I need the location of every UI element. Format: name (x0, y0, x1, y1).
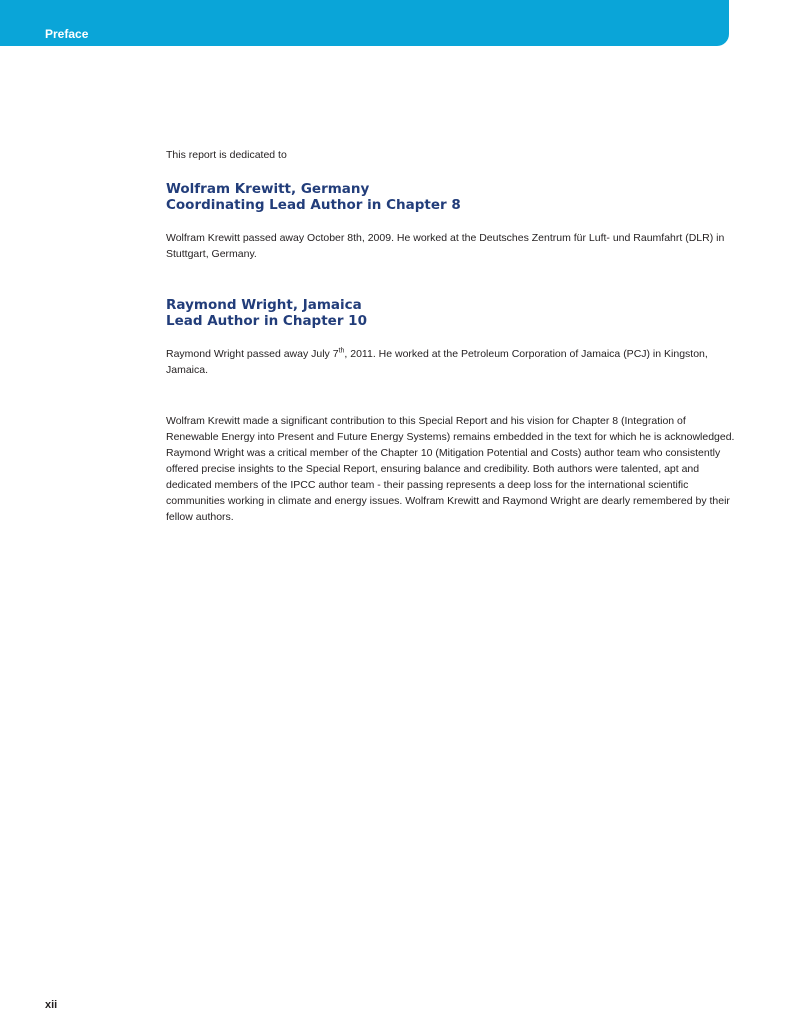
closing-paragraph: Wolfram Krewitt made a significant contribution to this Special Report and his vision for Chapter 8 (Integration of Renewable Energy into Present and Future Energy Systems) remains embedded in the text for which he is acknowledged. Raymond Wright was a critical member of the Chapter 10 (Mitigation Potential and Costs) author team who consistently offered precise insights to the Special Report, ensuring balance and credibility. Both authors were talented, apt and dedicated members of the IPCC author team - their passing represents a deep loss for the international scientific communities working in climate and energy issues. Wolfram Krewitt and Raymond Wright are dearly remembered by their fellow authors. (166, 415, 735, 523)
person-role-heading: Coordinating Lead Author in Chapter 8 (166, 197, 461, 213)
person-tribute-text: Wolfram Krewitt passed away October 8th, 2009. He worked at the Deutsches Zentrum für Luft- und Raumfahrt (DLR) in Stuttgart, Germany. (166, 232, 725, 260)
dedication-content (166, 148, 736, 525)
person-name-heading: Raymond Wright, Jamaica (166, 297, 362, 313)
section-label: Preface (45, 27, 89, 41)
person-role-heading: Lead Author in Chapter 10 (166, 313, 367, 329)
page-number: xii (45, 999, 58, 1011)
person-tribute-text (166, 346, 736, 378)
person-block-wright (166, 297, 736, 378)
person-block-krewitt (166, 181, 736, 262)
ordinal-superscript: th (338, 347, 345, 355)
person-name-heading: Wolfram Krewitt, Germany (166, 181, 370, 197)
tribute-text-start: Raymond Wright passed away July 7 (166, 348, 339, 360)
dedication-intro: This report is dedicated to (166, 149, 287, 161)
header-band (0, 0, 729, 46)
tribute-text-end: , 2011. He worked at the Petroleum Corporation of Jamaica (PCJ) in Kingston, Jamaica. (166, 348, 708, 376)
